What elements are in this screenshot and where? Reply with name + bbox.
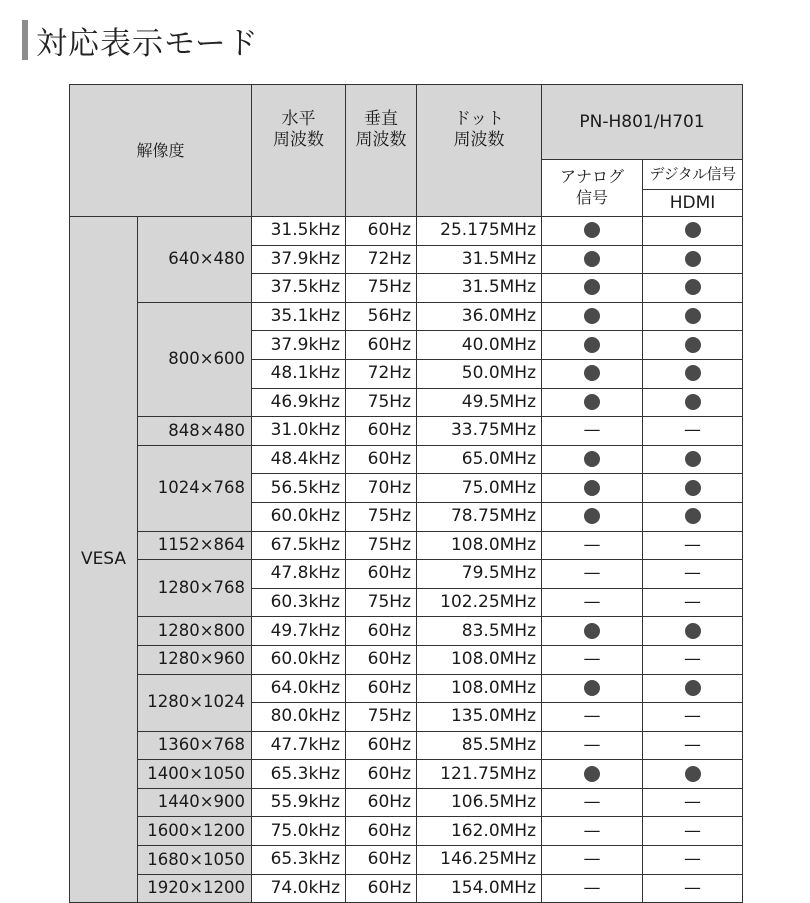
table-header (70, 85, 743, 217)
unsupported-dash: — (583, 877, 601, 898)
header-analog-line1: アナログ (560, 167, 625, 186)
horizontal-frequency-cell: 47.8kHz (252, 560, 346, 589)
dot-clock-cell: 83.5MHz (417, 617, 542, 646)
vertical-frequency-cell: 60Hz (346, 760, 417, 789)
unsupported-dash: — (684, 877, 702, 898)
dot-clock-cell: 108.0MHz (417, 645, 542, 674)
analog-support-cell (542, 874, 643, 903)
hdmi-support-cell (643, 760, 743, 789)
horizontal-frequency-cell: 37.9kHz (252, 331, 346, 360)
supported-dot-icon (685, 365, 701, 381)
supported-dot-icon (685, 680, 701, 696)
analog-support-cell (542, 731, 643, 760)
vertical-frequency-cell: 60Hz (346, 331, 417, 360)
analog-support-cell (542, 302, 643, 331)
horizontal-frequency-cell: 67.5kHz (252, 531, 346, 560)
horizontal-frequency-cell: 35.1kHz (252, 302, 346, 331)
hdmi-support-cell (643, 302, 743, 331)
header-digital-signal: デジタル信号 (643, 160, 743, 190)
vertical-frequency-cell: 60Hz (346, 788, 417, 817)
vertical-frequency-cell: 60Hz (346, 617, 417, 646)
supported-dot-icon (685, 394, 701, 410)
hdmi-support-cell (643, 788, 743, 817)
dot-clock-cell: 162.0MHz (417, 817, 542, 846)
dot-clock-cell: 25.175MHz (417, 217, 542, 246)
dot-clock-cell: 50.0MHz (417, 359, 542, 388)
dot-clock-cell: 106.5MHz (417, 788, 542, 817)
vertical-frequency-cell: 60Hz (346, 731, 417, 760)
analog-support-cell (542, 560, 643, 589)
table-row (70, 560, 743, 589)
supported-dot-icon (685, 279, 701, 295)
unsupported-dash: — (684, 592, 702, 613)
horizontal-frequency-cell: 31.0kHz (252, 417, 346, 446)
vertical-frequency-cell: 60Hz (346, 217, 417, 246)
supported-dot-icon (584, 480, 600, 496)
vertical-frequency-cell: 60Hz (346, 874, 417, 903)
horizontal-frequency-cell: 75.0kHz (252, 817, 346, 846)
resolution-cell: 848×480 (138, 417, 252, 446)
supported-dot-icon (584, 766, 600, 782)
analog-support-cell (542, 645, 643, 674)
resolution-cell: 1600×1200 (138, 817, 252, 846)
unsupported-dash: — (583, 706, 601, 727)
analog-support-cell (542, 703, 643, 732)
vertical-frequency-cell: 75Hz (346, 588, 417, 617)
dot-clock-cell: 49.5MHz (417, 388, 542, 417)
analog-support-cell (542, 588, 643, 617)
vertical-frequency-cell: 72Hz (346, 245, 417, 274)
horizontal-frequency-cell: 65.3kHz (252, 846, 346, 875)
hdmi-support-cell (643, 645, 743, 674)
hdmi-support-cell (643, 846, 743, 875)
table-row (70, 617, 743, 646)
hdmi-support-cell (643, 874, 743, 903)
resolution-cell: 1152×864 (138, 531, 252, 560)
supported-dot-icon (584, 508, 600, 524)
analog-support-cell (542, 760, 643, 789)
analog-support-cell (542, 417, 643, 446)
unsupported-dash: — (684, 734, 702, 755)
horizontal-frequency-cell: 64.0kHz (252, 674, 346, 703)
hdmi-support-cell (643, 703, 743, 732)
hdmi-support-cell (643, 531, 743, 560)
header-analog-line2: 信号 (576, 187, 609, 207)
vertical-frequency-cell: 56Hz (346, 302, 417, 331)
supported-dot-icon (584, 308, 600, 324)
vertical-frequency-cell: 60Hz (346, 560, 417, 589)
vertical-frequency-cell: 60Hz (346, 445, 417, 474)
dot-clock-cell: 36.0MHz (417, 302, 542, 331)
dot-clock-cell: 135.0MHz (417, 703, 542, 732)
hdmi-support-cell (643, 817, 743, 846)
dot-clock-cell: 78.75MHz (417, 502, 542, 531)
dot-clock-cell: 108.0MHz (417, 674, 542, 703)
vertical-frequency-cell: 70Hz (346, 474, 417, 503)
hdmi-support-cell (643, 359, 743, 388)
header-hdmi: HDMI (643, 190, 743, 217)
unsupported-dash: — (684, 563, 702, 584)
unsupported-dash: — (583, 734, 601, 755)
hdmi-support-cell (643, 474, 743, 503)
dot-clock-cell: 154.0MHz (417, 874, 542, 903)
supported-dot-icon (584, 623, 600, 639)
vertical-frequency-cell: 75Hz (346, 502, 417, 531)
table-body (70, 217, 743, 903)
table-row (70, 846, 743, 875)
dot-clock-cell: 85.5MHz (417, 731, 542, 760)
unsupported-dash: — (684, 649, 702, 670)
unsupported-dash: — (684, 706, 702, 727)
table-row (70, 760, 743, 789)
table-row (70, 217, 743, 246)
display-mode-table (69, 84, 743, 903)
vertical-frequency-cell: 75Hz (346, 388, 417, 417)
analog-support-cell (542, 474, 643, 503)
header-dot-clock (417, 85, 542, 217)
unsupported-dash: — (583, 849, 601, 870)
table-row (70, 417, 743, 446)
supported-dot-icon (584, 251, 600, 267)
header-dot-line1: ドット (453, 109, 505, 129)
unsupported-dash: — (684, 849, 702, 870)
dot-clock-cell: 40.0MHz (417, 331, 542, 360)
dot-clock-cell: 79.5MHz (417, 560, 542, 589)
dot-clock-cell: 31.5MHz (417, 245, 542, 274)
vertical-frequency-cell: 60Hz (346, 417, 417, 446)
analog-support-cell (542, 217, 643, 246)
unsupported-dash: — (583, 420, 601, 441)
resolution-cell: 1680×1050 (138, 846, 252, 875)
hdmi-support-cell (643, 731, 743, 760)
unsupported-dash: — (583, 820, 601, 841)
unsupported-dash: — (583, 792, 601, 813)
vertical-frequency-cell: 75Hz (346, 531, 417, 560)
group-label-vesa: VESA (70, 217, 138, 903)
analog-support-cell (542, 245, 643, 274)
unsupported-dash: — (583, 563, 601, 584)
header-resolution: 解像度 (70, 85, 252, 217)
supported-dot-icon (685, 337, 701, 353)
heading-accent-bar (22, 20, 28, 60)
table-row (70, 674, 743, 703)
vertical-frequency-cell: 60Hz (346, 846, 417, 875)
header-h-line1: 水平 (281, 109, 316, 129)
supported-dot-icon (685, 623, 701, 639)
table-row (70, 531, 743, 560)
analog-support-cell (542, 274, 643, 303)
page-title: 対応表示モード (36, 25, 259, 62)
table-row (70, 874, 743, 903)
hdmi-support-cell (643, 560, 743, 589)
supported-dot-icon (685, 480, 701, 496)
resolution-cell: 640×480 (138, 217, 252, 303)
dot-clock-cell: 75.0MHz (417, 474, 542, 503)
table-row (70, 731, 743, 760)
resolution-cell: 1280×960 (138, 645, 252, 674)
hdmi-support-cell (643, 617, 743, 646)
resolution-cell: 1280×1024 (138, 674, 252, 731)
dot-clock-cell: 121.75MHz (417, 760, 542, 789)
supported-dot-icon (584, 394, 600, 410)
unsupported-dash: — (684, 420, 702, 441)
unsupported-dash: — (583, 592, 601, 613)
header-model: PN-H801/H701 (542, 85, 743, 160)
supported-dot-icon (584, 222, 600, 238)
horizontal-frequency-cell: 60.0kHz (252, 502, 346, 531)
supported-dot-icon (685, 451, 701, 467)
vertical-frequency-cell: 60Hz (346, 645, 417, 674)
analog-support-cell (542, 502, 643, 531)
analog-support-cell (542, 359, 643, 388)
hdmi-support-cell (643, 274, 743, 303)
header-v-line1: 垂直 (364, 109, 399, 129)
horizontal-frequency-cell: 46.9kHz (252, 388, 346, 417)
horizontal-frequency-cell: 65.3kHz (252, 760, 346, 789)
hdmi-support-cell (643, 674, 743, 703)
supported-dot-icon (685, 308, 701, 324)
horizontal-frequency-cell: 37.9kHz (252, 245, 346, 274)
supported-dot-icon (584, 337, 600, 353)
dot-clock-cell: 33.75MHz (417, 417, 542, 446)
hdmi-support-cell (643, 245, 743, 274)
resolution-cell: 1440×900 (138, 788, 252, 817)
analog-support-cell (542, 445, 643, 474)
analog-support-cell (542, 674, 643, 703)
header-v-line2: 周波数 (355, 130, 407, 151)
analog-support-cell (542, 617, 643, 646)
horizontal-frequency-cell: 48.4kHz (252, 445, 346, 474)
analog-support-cell (542, 331, 643, 360)
analog-support-cell (542, 788, 643, 817)
supported-dot-icon (685, 251, 701, 267)
table-row (70, 302, 743, 331)
dot-clock-cell: 108.0MHz (417, 531, 542, 560)
resolution-cell: 1400×1050 (138, 760, 252, 789)
vertical-frequency-cell: 75Hz (346, 703, 417, 732)
supported-dot-icon (584, 680, 600, 696)
resolution-cell: 800×600 (138, 302, 252, 416)
table-row (70, 445, 743, 474)
horizontal-frequency-cell: 47.7kHz (252, 731, 346, 760)
header-dot-line2: 周波数 (453, 130, 505, 151)
unsupported-dash: — (684, 534, 702, 555)
unsupported-dash: — (583, 649, 601, 670)
page-heading (22, 18, 259, 62)
hdmi-support-cell (643, 388, 743, 417)
header-vertical-frequency (346, 85, 417, 217)
resolution-cell: 1360×768 (138, 731, 252, 760)
table-row (70, 788, 743, 817)
horizontal-frequency-cell: 55.9kHz (252, 788, 346, 817)
analog-support-cell (542, 817, 643, 846)
horizontal-frequency-cell: 31.5kHz (252, 217, 346, 246)
table-row (70, 645, 743, 674)
supported-dot-icon (685, 766, 701, 782)
vertical-frequency-cell: 60Hz (346, 674, 417, 703)
unsupported-dash: — (583, 534, 601, 555)
analog-support-cell (542, 531, 643, 560)
supported-dot-icon (685, 222, 701, 238)
dot-clock-cell: 102.25MHz (417, 588, 542, 617)
supported-dot-icon (584, 451, 600, 467)
vertical-frequency-cell: 75Hz (346, 274, 417, 303)
horizontal-frequency-cell: 49.7kHz (252, 617, 346, 646)
hdmi-support-cell (643, 445, 743, 474)
dot-clock-cell: 31.5MHz (417, 274, 542, 303)
supported-dot-icon (584, 279, 600, 295)
horizontal-frequency-cell: 48.1kHz (252, 359, 346, 388)
hdmi-support-cell (643, 502, 743, 531)
supported-dot-icon (685, 508, 701, 524)
horizontal-frequency-cell: 60.3kHz (252, 588, 346, 617)
horizontal-frequency-cell: 56.5kHz (252, 474, 346, 503)
hdmi-support-cell (643, 588, 743, 617)
horizontal-frequency-cell: 80.0kHz (252, 703, 346, 732)
horizontal-frequency-cell: 60.0kHz (252, 645, 346, 674)
resolution-cell: 1280×768 (138, 560, 252, 617)
hdmi-support-cell (643, 417, 743, 446)
unsupported-dash: — (684, 820, 702, 841)
header-horizontal-frequency (252, 85, 346, 217)
horizontal-frequency-cell: 37.5kHz (252, 274, 346, 303)
dot-clock-cell: 146.25MHz (417, 846, 542, 875)
resolution-cell: 1024×768 (138, 445, 252, 531)
hdmi-support-cell (643, 217, 743, 246)
supported-dot-icon (584, 365, 600, 381)
hdmi-support-cell (643, 331, 743, 360)
analog-support-cell (542, 388, 643, 417)
header-analog-signal (542, 160, 643, 217)
dot-clock-cell: 65.0MHz (417, 445, 542, 474)
header-h-line2: 周波数 (273, 130, 325, 151)
vertical-frequency-cell: 72Hz (346, 359, 417, 388)
resolution-cell: 1920×1200 (138, 874, 252, 903)
analog-support-cell (542, 846, 643, 875)
vertical-frequency-cell: 60Hz (346, 817, 417, 846)
table-row (70, 817, 743, 846)
horizontal-frequency-cell: 74.0kHz (252, 874, 346, 903)
unsupported-dash: — (684, 792, 702, 813)
resolution-cell: 1280×800 (138, 617, 252, 646)
